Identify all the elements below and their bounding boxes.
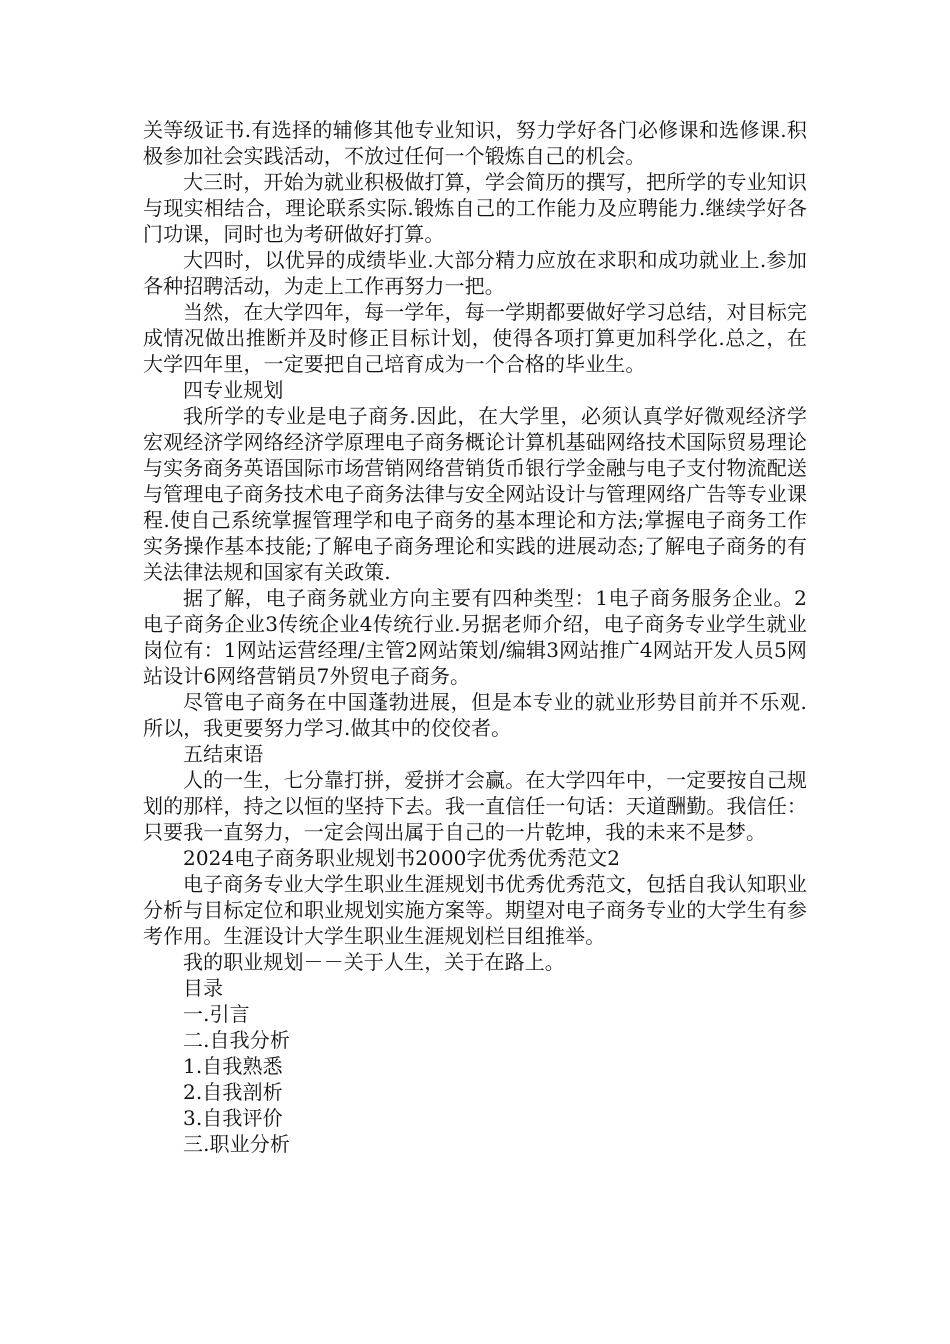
toc-heading: 目录 (183, 976, 224, 1000)
section-heading: 四专业规划 (183, 378, 284, 402)
toc-item: 2.自我剖析 (183, 1080, 283, 1104)
paragraph: 当然，在大学四年，每一学年，每一学期都要做好学习总结，对目标完成情况做出推断并及时修正目标计划，使得各项打算更加科学化.总之，在大学四年里，一定要把自己培育成为一个合格的毕业生。 (143, 300, 807, 376)
toc-item: 二.自我分析 (183, 1028, 290, 1052)
paragraph: 据了解，电子商务就业方向主要有四种类型：1电子商务服务企业。2电子商务企业3传统企业4传统行业.另据老师介绍，电子商务专业学生就业岗位有：1网站运营经理/主管2网站策划/编辑3网站推广4网站开发人员5网站设计6网络营销员7外贸电子商务。 (143, 586, 807, 688)
toc-item: 1.自我熟悉 (183, 1054, 283, 1078)
paragraph: 电子商务专业大学生职业生涯规划书优秀优秀范文，包括自我认知职业分析与目标定位和职业规划实施方案等。期望对电子商务专业的大学生有参考作用。生涯设计大学生职业生涯规划栏目组推举。 (143, 872, 807, 948)
paragraph: 大四时，以优异的成绩毕业.大部分精力应放在求职和成功就业上.参加各种招聘活动，为走上工作再努力一把。 (143, 248, 807, 298)
document-title: 2024电子商务职业规划书2000字优秀优秀范文2 (183, 846, 621, 870)
paragraph: 我所学的专业是电子商务.因此，在大学里，必须认真学好微观经济学宏观经济学网络经济学原理电子商务概论计算机基础网络技术国际贸易理论与实务商务英语国际市场营销网络营销货币银行学金融与电子支付物流配送与管理电子商务技术电子商务法律与安全网站设计与管理网络广告等专业课程.使自己系统掌握管理学和电子商务的基本理论和方法;掌握电子商务工作实务操作基本技能;了解电子商务理论和实践的进展动态;了解电子商务的有关法律法规和国家有关政策. (143, 404, 807, 584)
subtitle-line: 我的职业规划－－关于人生，关于在路上。 (183, 950, 565, 974)
toc-item: 3.自我评价 (183, 1106, 283, 1130)
paragraph: 尽管电子商务在中国蓬勃进展，但是本专业的就业形势目前并不乐观.所以，我更要努力学习.做其中的佼佼者。 (143, 690, 807, 740)
toc-item: 三.职业分析 (183, 1132, 290, 1156)
paragraph: 关等级证书.有选择的辅修其他专业知识，努力学好各门必修课和选修课.积极参加社会实践活动，不放过任何一个锻炼自己的机会。 (143, 118, 807, 168)
paragraph: 人的一生，七分靠打拼，爱拼才会赢。在大学四年中，一定要按自己规划的那样，持之以恒的坚持下去。我一直信任一句话：天道酬勤。我信任：只要我一直努力，一定会闯出属于自己的一片乾坤，我的未来不是梦。 (143, 768, 807, 844)
section-heading: 五结束语 (183, 742, 264, 766)
toc-item: 一.引言 (183, 1002, 250, 1026)
document-body (143, 117, 807, 1157)
paragraph: 大三时，开始为就业积极做打算，学会简历的撰写，把所学的专业知识与现实相结合，理论联系实际.锻炼自己的工作能力及应聘能力.继续学好各门功课，同时也为考研做好打算。 (143, 170, 807, 246)
